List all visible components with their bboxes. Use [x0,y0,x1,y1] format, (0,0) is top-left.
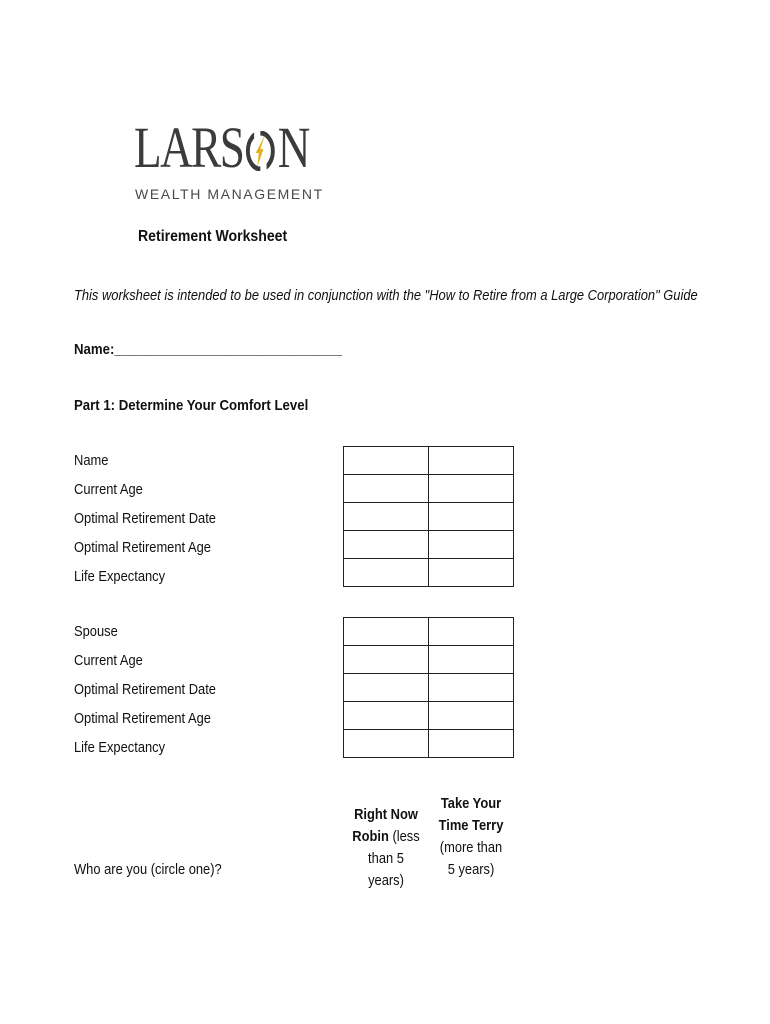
table-row [344,559,514,587]
primary-current-age-cell-1[interactable] [344,475,429,503]
intro-text: This worksheet is intended to be used in conjunction with the "How to Retire from a Large Corporation" Guide [74,287,698,304]
spouse-label-retirement-age: Optimal Retirement Age [74,710,211,727]
part1-heading: Part 1: Determine Your Comfort Level [74,397,309,414]
primary-label-name: Name [74,452,109,469]
option-right-now-robin[interactable] [349,804,423,892]
primary-retirement-age-cell-1[interactable] [344,531,429,559]
logo-wordmark [134,115,309,180]
logo-wordmark-left: LARS [134,115,244,180]
logo-o-emblem-icon [243,131,277,171]
table-row [344,674,514,702]
spouse-label-current-age: Current Age [74,652,143,669]
who-question: Who are you (circle one)? [74,861,222,878]
primary-life-expectancy-cell-2[interactable] [429,559,514,587]
spouse-retirement-date-cell-1[interactable] [344,674,429,702]
primary-current-age-cell-2[interactable] [429,475,514,503]
primary-name-cell-2[interactable] [429,447,514,475]
logo-subtitle: WEALTH MANAGEMENT [135,186,324,202]
table-row [344,503,514,531]
name-field[interactable]: Name:_______________________________ [74,341,342,358]
spouse-input-grid [343,617,514,758]
larson-logo [134,115,324,206]
option-terry-detail: (more than 5 years) [439,839,503,878]
option-robin-detail: (less than 5 years) [368,828,420,889]
logo-wordmark-right: N [277,115,309,180]
spouse-retirement-date-cell-2[interactable] [429,674,514,702]
primary-retirement-date-cell-1[interactable] [344,503,429,531]
primary-life-expectancy-cell-1[interactable] [344,559,429,587]
spouse-name-cell-2[interactable] [429,618,514,646]
primary-label-life-expectancy: Life Expectancy [74,568,166,585]
spouse-label-spouse: Spouse [74,623,118,640]
table-row [344,646,514,674]
primary-name-cell-1[interactable] [344,447,429,475]
primary-retirement-date-cell-2[interactable] [429,503,514,531]
table-row [344,531,514,559]
option-terry-title: Take Your Time Terry [438,795,504,834]
table-row [344,475,514,503]
table-row [344,618,514,646]
spouse-name-cell-1[interactable] [344,618,429,646]
primary-input-grid [343,446,514,587]
table-row [344,730,514,758]
page-title: Retirement Worksheet [138,228,288,245]
spouse-current-age-cell-1[interactable] [344,646,429,674]
primary-retirement-age-cell-2[interactable] [429,531,514,559]
spouse-label-retirement-date: Optimal Retirement Date [74,681,216,698]
primary-label-retirement-age: Optimal Retirement Age [74,539,211,556]
option-take-your-time-terry[interactable] [435,793,507,881]
spouse-retirement-age-cell-2[interactable] [429,702,514,730]
spouse-life-expectancy-cell-1[interactable] [344,730,429,758]
spouse-life-expectancy-cell-2[interactable] [429,730,514,758]
spouse-label-life-expectancy: Life Expectancy [74,739,166,756]
primary-label-retirement-date: Optimal Retirement Date [74,510,216,527]
spouse-current-age-cell-2[interactable] [429,646,514,674]
table-row [344,702,514,730]
option-robin-title: Right Now Robin [352,806,418,845]
table-row [344,447,514,475]
spouse-retirement-age-cell-1[interactable] [344,702,429,730]
primary-label-current-age: Current Age [74,481,143,498]
